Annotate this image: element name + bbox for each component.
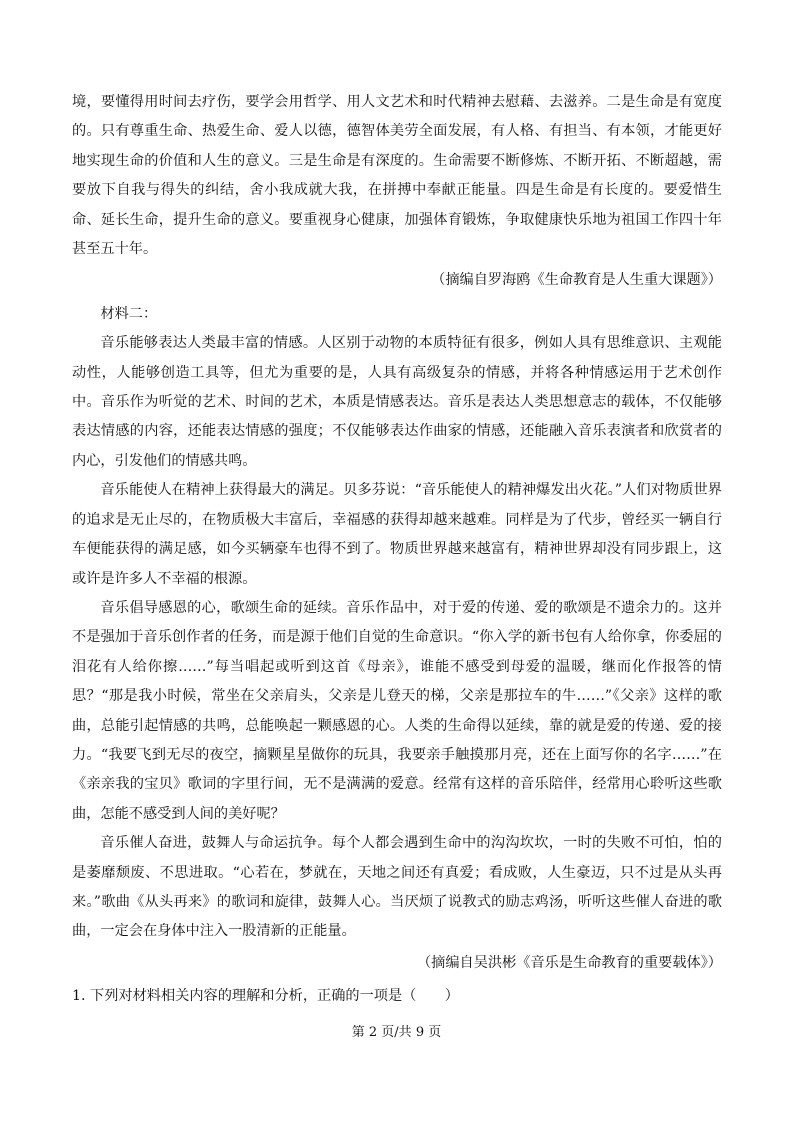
material-two-source: （摘编自吴洪彬《音乐是生命教育的重要载体》） [416, 954, 722, 971]
material-one-source: （摘编自罗海鸥《生命教育是人生重大课题》） [431, 272, 722, 289]
material-two-paragraph-4: 音乐催人奋进，鼓舞人与命运抗争。每个人都会遇到生命中的沟沟坎坎，一时的失败不可怕，怕的是萎靡颓废、不思进取。“心若在，梦就在，天地之间还有真爱；看成败，人生豪迈，只不过是从头再来。”歌曲《从头再来》的歌词和旋律，鼓舞人心。当厌烦了说教式的励志鸡汤，听听这些催人奋进的歌曲，一定会在身体中注入一股清新的正能量。 [72, 835, 722, 940]
page-footer: 第 2 页/共 9 页 [351, 1025, 442, 1040]
material-two-heading: 材料二： [100, 305, 158, 322]
material-two-paragraph-2: 音乐能使人在精神上获得最大的满足。贝多芬说：“音乐能使人的精神爆发出火花。”人们对物质世界的追求是无止尽的，在物质极大丰富后，幸福感的获得却越来越难。同样是为了代步，曾经买一辆自行车便能获得的满足感，如今买辆豪车也得不到了。物质世界越来越富有，精神世界却没有同步跟上，这或许是许多人不幸福的根源。 [72, 482, 722, 587]
question-one: 1. 下列对材料相关内容的理解和分析，正确的一项是（ ） [72, 988, 459, 1005]
material-one-tail-paragraph: 境，要懂得用时间去疗伤，要学会用哲学、用人文艺术和时代精神去慰藉、去滋养。二是生命是有宽度的。只有尊重生命、热爱生命、爱人以德，德智体美劳全面发展，有人格、有担当、有本领，才能更好地实现生命的价值和人生的意义。三是生命是有深度的。生命需要不断修炼、不断开拓、不断超越，需要放下自我与得失的纠结，舍小我成就大我，在拼搏中奉献正能量。四是生命是有长度的。要爱惜生命、延长生命，提升生命的意义。要重视身心健康，加强体育锻炼，争取健康快乐地为祖国工作四十年甚至五十年。 [72, 94, 722, 258]
material-two-paragraph-3: 音乐倡导感恩的心，歌颂生命的延续。音乐作品中，对于爱的传递、爱的歌颂是不遗余力的。这并不是强加于音乐创作者的任务，而是源于他们自觉的生命意识。“你入学的新书包有人给你拿，你委屈的泪花有人给你擦……”每当唱起或听到这首《母亲》，谁能不感受到母爱的温暖，继而化作报答的情思？“那是我小时候，常坐在父亲肩头，父亲是儿登天的梯，父亲是那拉车的牛……”《父亲》这样的歌曲，总能引起情感的共鸣，总能唤起一颗感恩的心。人类的生命得以延续，靠的就是爱的传递、爱的接力。“我要飞到无尽的夜空，摘颗星星做你的玩具，我要亲手触摸那月亮，还在上面写你的名字……”在《亲亲我的宝贝》歌词的字里行间，无不是满满的爱意。经常有这样的音乐陪伴，经常用心聆听这些歌曲，怎能不感受到人间的美好呢？ [72, 599, 722, 822]
material-two-paragraph-1: 音乐能够表达人类最丰富的情感。人区别于动物的本质特征有很多，例如人具有思维意识、主观能动性，人能够创造工具等，但尤为重要的是，人具有高级复杂的情感，并将各种情感运用于艺术创作中。音乐作为听觉的艺术、时间的艺术，本质是情感表达。音乐是表达人类思想意志的载体，不仅能够表达情感的内容，还能表达情感的强度；不仅能够表达作曲家的情感，还能融入音乐表演者和欣赏者的内心，引发他们的情感共鸣。 [72, 335, 722, 469]
document-body [72, 88, 722, 1012]
